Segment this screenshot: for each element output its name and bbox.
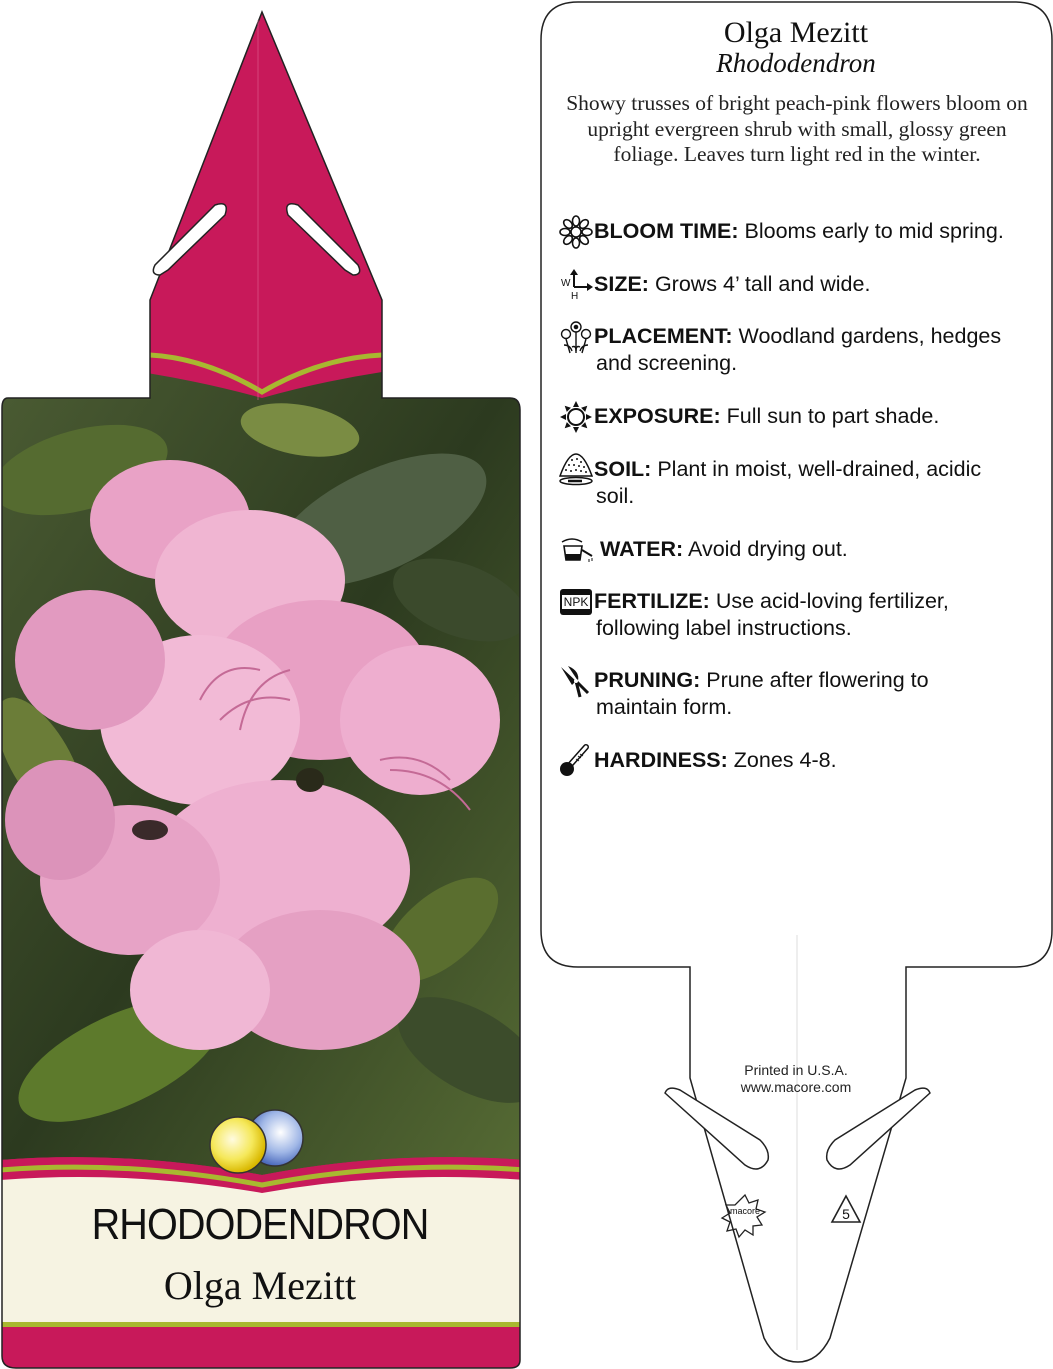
care-value: Woodland gardens, hedges bbox=[738, 324, 1002, 348]
care-row-pruning bbox=[558, 667, 1038, 721]
full-sun-orb bbox=[210, 1117, 266, 1173]
care-row-exposure bbox=[558, 403, 1038, 435]
care-value: Grows 4’ tall and wide. bbox=[654, 272, 871, 296]
back-genus-name: Rhododendron bbox=[716, 48, 876, 78]
care-row-placement bbox=[558, 323, 1038, 377]
plant-description: Showy trusses of bright peach-pink flowers bloom on upright evergreen shrub with small, glossy green foliage. Leaves turn light red in the winter. bbox=[566, 91, 1028, 166]
svg-text:W: W bbox=[561, 278, 571, 289]
care-label: SOIL: bbox=[594, 457, 652, 481]
care-row-fertilize bbox=[558, 588, 1038, 642]
care-value-continued: soil. bbox=[596, 484, 635, 508]
care-label: BLOOM TIME: bbox=[594, 219, 739, 243]
care-label: EXPOSURE: bbox=[594, 404, 721, 428]
care-label: FERTILIZE: bbox=[594, 589, 710, 613]
npk-bag-icon bbox=[558, 584, 594, 620]
care-label: PRUNING: bbox=[594, 668, 701, 692]
front-genus-name: RHODODENDRON bbox=[91, 1200, 429, 1249]
care-row-hardiness bbox=[558, 747, 1038, 779]
care-label: WATER: bbox=[600, 537, 684, 561]
flower-icon bbox=[558, 214, 594, 250]
printed-in-text: Printed in U.S.A. bbox=[744, 1062, 848, 1078]
care-value: Blooms early to mid spring. bbox=[744, 219, 1004, 243]
care-value: Prune after flowering to bbox=[706, 668, 929, 692]
care-value-continued: maintain form. bbox=[596, 695, 733, 719]
size-arrows-icon bbox=[558, 267, 594, 303]
care-label: PLACEMENT: bbox=[594, 324, 733, 348]
svg-text:5: 5 bbox=[842, 1206, 850, 1222]
watering-can-icon bbox=[558, 532, 594, 568]
care-label: SIZE: bbox=[594, 272, 649, 296]
soil-mound-icon bbox=[558, 452, 594, 488]
care-label: HARDINESS: bbox=[594, 748, 728, 772]
care-row-size bbox=[558, 271, 1038, 303]
svg-text:H: H bbox=[571, 291, 579, 302]
care-value: Use acid-loving fertilizer, bbox=[715, 589, 949, 613]
care-value-continued: following label instructions. bbox=[596, 616, 852, 640]
front-cultivar-name: Olga Mezitt bbox=[163, 1263, 357, 1308]
care-row-bloom-time bbox=[558, 218, 1038, 250]
care-value: Zones 4-8. bbox=[733, 748, 837, 772]
care-value-continued: and screening. bbox=[596, 351, 738, 375]
back-cultivar-title: Olga Mezitt bbox=[723, 16, 869, 49]
printer-info bbox=[540, 1062, 1052, 1096]
care-value: Avoid drying out. bbox=[688, 537, 848, 561]
pruners-icon bbox=[558, 663, 594, 699]
sun-icon bbox=[558, 399, 594, 435]
svg-text:macore: macore bbox=[729, 1206, 761, 1216]
svg-text:NPK: NPK bbox=[563, 595, 589, 609]
care-row-soil bbox=[558, 456, 1038, 510]
website-text: www.macore.com bbox=[740, 1079, 852, 1095]
care-value: Plant in moist, well-drained, acidic bbox=[657, 457, 982, 481]
care-row-water bbox=[558, 536, 1038, 568]
plants-icon bbox=[558, 319, 594, 355]
thermometer-icon bbox=[558, 743, 594, 779]
care-value: Full sun to part shade. bbox=[726, 404, 940, 428]
